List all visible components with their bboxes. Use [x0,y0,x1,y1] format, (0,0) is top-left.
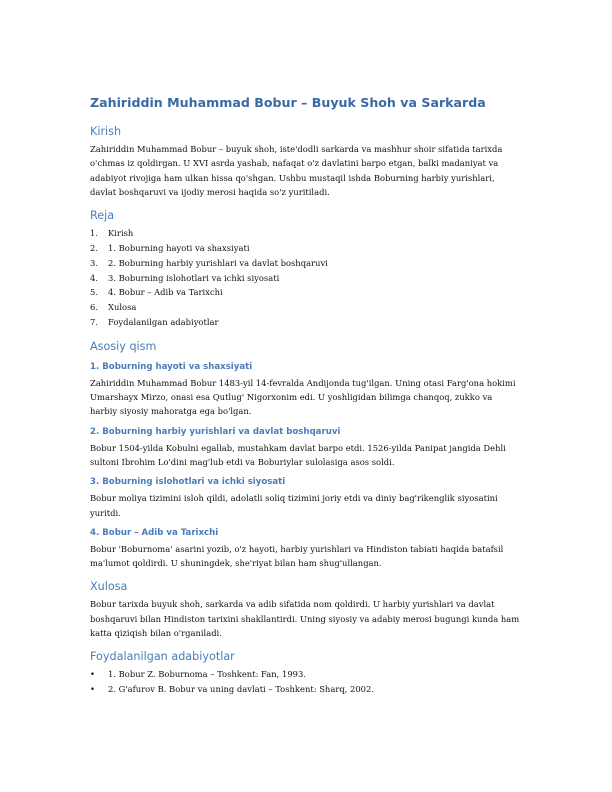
xulosa-paragraph: Bobur tarixda buyuk shoh, sarkarda va adib sifatida nom qoldirdi. U harbiy yurishlari va davlat boshqaruvi bilan Hindiston tarixini shakllantirdi. Uning siyosiy va adabiy merosi bugungi kunda ham katta qiziqish bilan o'rganiladi. [90,599,520,639]
bullet-icon: • [90,669,95,680]
list-item-number: 3. [90,257,98,268]
list-item [90,241,522,256]
references-heading: Foydalanilgan adabiyotlar [90,650,235,664]
section-heading-harbiy: 2. Boburning harbiy yurishlari va davlat boshqaruvi [90,426,341,437]
reference-text: 2. G'afurov B. Bobur va uning davlati – Toshkent: Sharq, 2002. [108,684,374,695]
list-item [90,667,522,682]
list-item-text: Kirish [108,228,134,239]
list-item-number: 2. [90,242,98,253]
section-paragraph-harbiy: Bobur 1504-yilda Kobulni egallab, mustahkam davlat barpo etdi. 1526-yilda Panipat jangida Dehli sultoni Ibrohim Lo'dini mag'lub etdi va Boburiylar sulolasiga asos soldi. [90,442,506,467]
list-item-number: 6. [90,302,98,313]
list-item [90,226,522,241]
section-paragraph-adib: Bobur 'Boburnoma' asarini yozib, o'z hayoti, harbiy yurishlari va Hindiston tabiati haqida batafsil ma'lumot qoldirdi. U shuningdek, she'riyat bilan ham shug'ullangan. [90,543,504,569]
list-item [90,682,522,697]
xulosa-heading: Xulosa [90,580,128,594]
list-item-number: 5. [90,287,98,298]
reference-text: 1. Bobur Z. Boburnoma – Toshkent: Fan, 1993. [108,669,306,680]
section-paragraph-hayoti: Zahiriddin Muhammad Bobur 1483-yil 14-fevralda Andijonda tug'ilgan. Uning otasi Farg'ona hokimi Umarshayx Mirzo, onasi esa Qutlug' Nigorxonim edi. U yoshligidan bilimga chanqoq, zukko va harbiy siyosiy mahoratga ega bo'lgan. [90,377,516,417]
list-item-text: 1. Boburning hayoti va shaxsiyati [108,242,250,253]
list-item-text: Foydalanilgan adabiyotlar [108,316,219,327]
list-item [90,285,522,300]
kirish-paragraph: Zahiriddin Muhammad Bobur – buyuk shoh, iste'dodli sarkarda va mashhur shoir sifatida tarixda o'chmas iz qoldirgan. U XVI asrda yashab, nafaqat o'z davlatini barpo etgan, balki madaniyat va adabiyot rivojiga ham ulkan hissa qo'shgan. Ushbu mustaqil ishda Boburning harbiy yurishlari, davlat boshqaruvi va ijodiy merosi haqida so'z yuritiladi. [90,144,503,197]
list-item-text: Xulosa [108,302,137,313]
references-list [90,667,522,697]
list-item-number: 7. [90,316,98,327]
list-item-text: 4. Bobur – Adib va Tarixchi [108,287,223,298]
list-item [90,300,522,315]
section-heading-islohotlar: 3. Boburning islohotlari va ichki siyosati [90,477,286,488]
asosiy-heading: Asosiy qism [90,339,157,353]
list-item-number: 1. [90,228,98,239]
section-heading-hayoti: 1. Boburning hayoti va shaxsiyati [90,361,253,372]
reja-heading: Reja [90,209,115,223]
list-item-text: 2. Boburning harbiy yurishlari va davlat boshqaruvi [108,257,328,268]
section-paragraph-islohotlar: Bobur moliya tizimini isloh qildi, adolatli soliq tizimini joriy etdi va diniy bag'rikenglik siyosatini yuritdi. [90,493,498,518]
bullet-icon: • [90,684,95,695]
section-heading-adib: 4. Bobur – Adib va Tarixchi [90,527,219,538]
kirish-heading: Kirish [90,125,122,138]
list-item-number: 4. [90,272,98,283]
list-item [90,256,522,271]
reja-list [90,226,522,330]
list-item-text: 3. Boburning islohotlari va ichki siyosati [108,272,280,283]
list-item [90,271,522,286]
list-item [90,315,522,330]
document-title: Zahiriddin Muhammad Bobur – Buyuk Shoh va Sarkarda [90,95,486,110]
